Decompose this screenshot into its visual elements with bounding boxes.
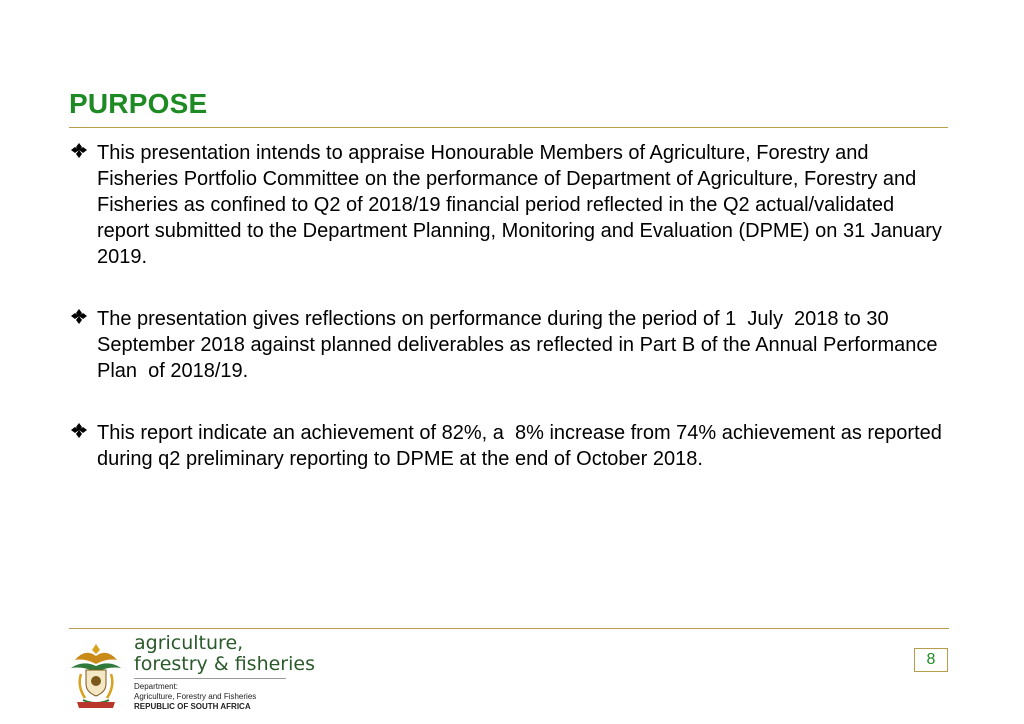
country-name: REPUBLIC OF SOUTH AFRICA bbox=[134, 702, 251, 711]
title-divider bbox=[69, 127, 948, 128]
slide-title: PURPOSE bbox=[69, 88, 208, 119]
diamond-bullet-icon bbox=[70, 422, 88, 440]
page-number: 8 bbox=[914, 648, 948, 672]
bullet-text: This report indicate an achievement of 82%, a 8% increase from 74% achievement as reported during q2 preliminary reporting to DPME at the end of October 2018. bbox=[97, 422, 948, 470]
department-name: Agriculture, Forestry and Fisheries bbox=[134, 692, 257, 701]
bullet-text: The presentation gives reflections on performance during the period of 1 July 2018 to 30 September 2018 against planned deliverables as reflected in Part B of the Annual Performance Plan of 2018/19. bbox=[97, 308, 944, 382]
brand-name-line-2: forestry & fisheries bbox=[134, 653, 315, 675]
bullet-text: This presentation intends to appraise Honourable Members of Agriculture, Forestry and Fisheries Portfolio Committee on the performance of Department of Agriculture, Forestry and Fisheries as confined to Q2 of 2018/19 financial period reflected in the Q2 actual/validated report submitted to the Department Planning, Monitoring and Evaluation (DPME) on 31 January 2019. bbox=[97, 142, 948, 268]
department-label: Department: bbox=[134, 682, 179, 691]
coat-of-arms-icon bbox=[69, 640, 123, 710]
footer-divider bbox=[69, 628, 949, 629]
brand-name-line-1: agriculture, bbox=[134, 632, 244, 654]
diamond-bullet-icon bbox=[70, 308, 88, 326]
brand-divider bbox=[134, 678, 286, 679]
diamond-bullet-icon bbox=[70, 142, 88, 160]
